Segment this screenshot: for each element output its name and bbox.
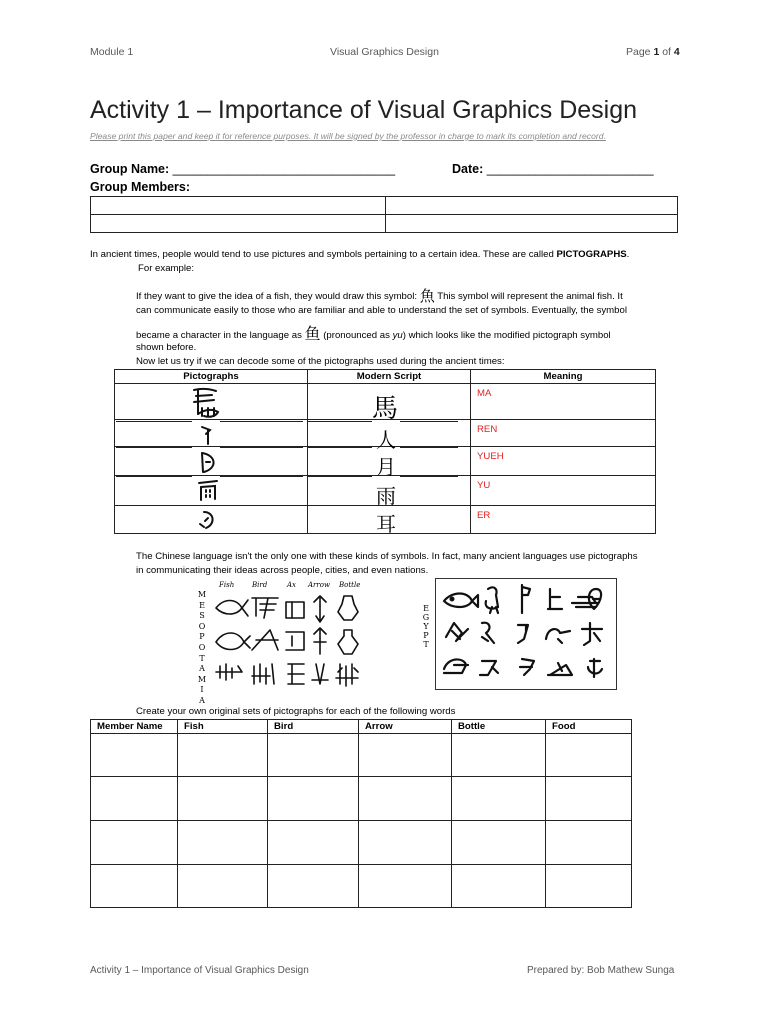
pronunciation: yu [392,330,403,341]
modern-rain-char: 雨 [376,484,396,508]
header-course: Visual Graphics Design [330,46,439,58]
modern-person-char: 人 [376,428,396,452]
create-cell[interactable] [268,734,359,777]
create-cell[interactable] [178,734,268,777]
group-members-label: Group Members: [90,180,191,194]
fish-paragraph-line-4: shown before. [136,342,197,353]
label-bird: Bird [252,581,268,589]
date-field[interactable] [452,162,654,176]
create-cell[interactable] [452,865,546,908]
header-meaning: Meaning [471,370,656,384]
create-cell[interactable] [178,821,268,865]
fish-character-icon: 鱼 [304,324,321,343]
header-food: Food [546,720,632,734]
footer-title: Activity 1 – Importance of Visual Graphics Design [90,965,309,976]
horse-pictograph-icon [188,386,224,420]
blank-line [220,421,303,422]
fish-paragraph-line-2: can communicate easily to those who are familiar and able to understand the set of symbols. Eventually, the symbol [136,305,627,316]
modern-ear-char: 耳 [376,512,396,536]
members-table [90,196,678,233]
blank-line [116,421,192,422]
blank-line [308,476,372,477]
egypt-hieroglyphs [438,581,612,685]
create-cell[interactable] [452,734,546,777]
blank-line [308,447,372,448]
chinese-line-1: The Chinese language isn't the only one with these kinds of symbols. In fact, many ancient languages use pictographs [136,551,638,562]
meaning-cell: REN [471,420,656,447]
create-cell[interactable] [546,734,632,777]
create-cell[interactable] [359,821,452,865]
create-cell[interactable] [359,865,452,908]
member-cell[interactable] [91,215,386,233]
member-cell[interactable] [386,215,678,233]
intro-text: In ancient times, people would tend to use pictures and symbols pertaining to a certain idea. These are called [90,249,557,260]
header-fish: Fish [178,720,268,734]
create-cell[interactable] [359,777,452,821]
group-name-field[interactable] [90,162,395,176]
intro-period: . [626,249,630,260]
create-cell[interactable] [91,777,178,821]
create-cell[interactable] [359,734,452,777]
blank-line [116,476,192,477]
header-modern-script: Modern Script [308,370,471,384]
for-example: For example: [138,263,194,274]
blank-line [116,447,192,448]
page-of: of [659,46,674,58]
footer-author: Prepared by: Bob Mathew Sunga [527,965,675,976]
label-ax: Ax [287,581,297,589]
date-line: ________________________ [483,162,654,176]
create-cell[interactable] [91,865,178,908]
blank-line [400,447,458,448]
member-cell[interactable] [386,197,678,215]
create-cell[interactable] [452,777,546,821]
fish-text: If they want to give the idea of a fish, they would draw this symbol: [136,291,420,302]
blank-line [116,505,192,506]
fish-pictograph-icon: 魚 [419,287,435,305]
header-member-name: Member Name [91,720,178,734]
blank-line [308,421,372,422]
page-prefix: Page [626,46,654,58]
create-cell[interactable] [91,821,178,865]
create-cell[interactable] [268,865,359,908]
blank-line [220,447,303,448]
fish-paragraph-line-3 [136,324,611,343]
header-bottle: Bottle [452,720,546,734]
fish-text-post: This symbol will represent the animal fish. It [434,291,623,302]
create-cell[interactable] [546,865,632,908]
intro-line-1 [90,248,629,262]
label-bottle: Bottle [339,581,361,589]
header-arrow: Arrow [359,720,452,734]
print-note: Please print this paper and keep it for reference purposes. It will be signed by the professor in charge to mark its completion and record. [90,131,606,141]
modified-text: ) which looks like the modified pictograph symbol [402,330,611,341]
page-title: Activity 1 – Importance of Visual Graphics Design [90,96,638,124]
create-cell[interactable] [268,821,359,865]
header-pictographs: Pictographs [115,370,308,384]
decode-instruction: Now let us try if we can decode some of the pictographs used during the ancient times: [136,356,505,367]
chinese-line-2: in communicating their ideas across people, cities, and even nations. [136,565,429,576]
header-page [626,46,680,58]
mesopotamia-vertical-label: M E S O P O T A M I A [197,590,207,705]
blank-line [400,421,458,422]
label-fish: Fish [219,581,235,589]
create-cell[interactable] [452,821,546,865]
modern-horse-char: 馬 [372,394,399,424]
meaning-cell: ER [471,506,656,534]
moon-pictograph-icon [196,450,220,474]
create-cell[interactable] [268,777,359,821]
create-cell[interactable] [546,821,632,865]
create-cell[interactable] [178,777,268,821]
blank-line [220,505,303,506]
meaning-cell: MA [471,384,656,420]
fish-paragraph-line-1 [136,289,623,304]
blank-line [308,505,372,506]
egypt-vertical-label: E G Y P T [422,604,430,649]
blank-line [400,505,458,506]
page-total: 4 [673,46,680,58]
blank-line [220,476,303,477]
modern-moon-char: 月 [376,455,396,479]
person-pictograph-icon [196,424,220,446]
create-cell[interactable] [91,734,178,777]
page-number: 1 [653,46,660,58]
mesopotamia-pictographs [212,592,370,692]
header-bird: Bird [268,720,359,734]
create-table [90,719,632,908]
date-label: Date: [452,162,484,176]
ear-pictograph-icon [196,508,220,532]
group-name-line: ________________________________ [169,162,396,176]
blank-line [400,476,458,477]
label-arrow: Arrow [308,581,330,589]
create-instruction: Create your own original sets of pictographs for each of the following words [136,706,456,717]
fish-char-text: became a character in the language as [136,330,305,341]
pronounced-text: (pronounced as [320,330,393,341]
pictographs-term: PICTOGRAPHS [556,249,627,260]
meaning-cell: YUEH [471,447,656,476]
meaning-cell: YU [471,476,656,506]
header-module: Module 1 [90,46,134,58]
group-name-label: Group Name: [90,162,170,176]
member-cell[interactable] [91,197,386,215]
rain-pictograph-icon [196,478,220,504]
create-cell[interactable] [546,777,632,821]
create-cell[interactable] [178,865,268,908]
